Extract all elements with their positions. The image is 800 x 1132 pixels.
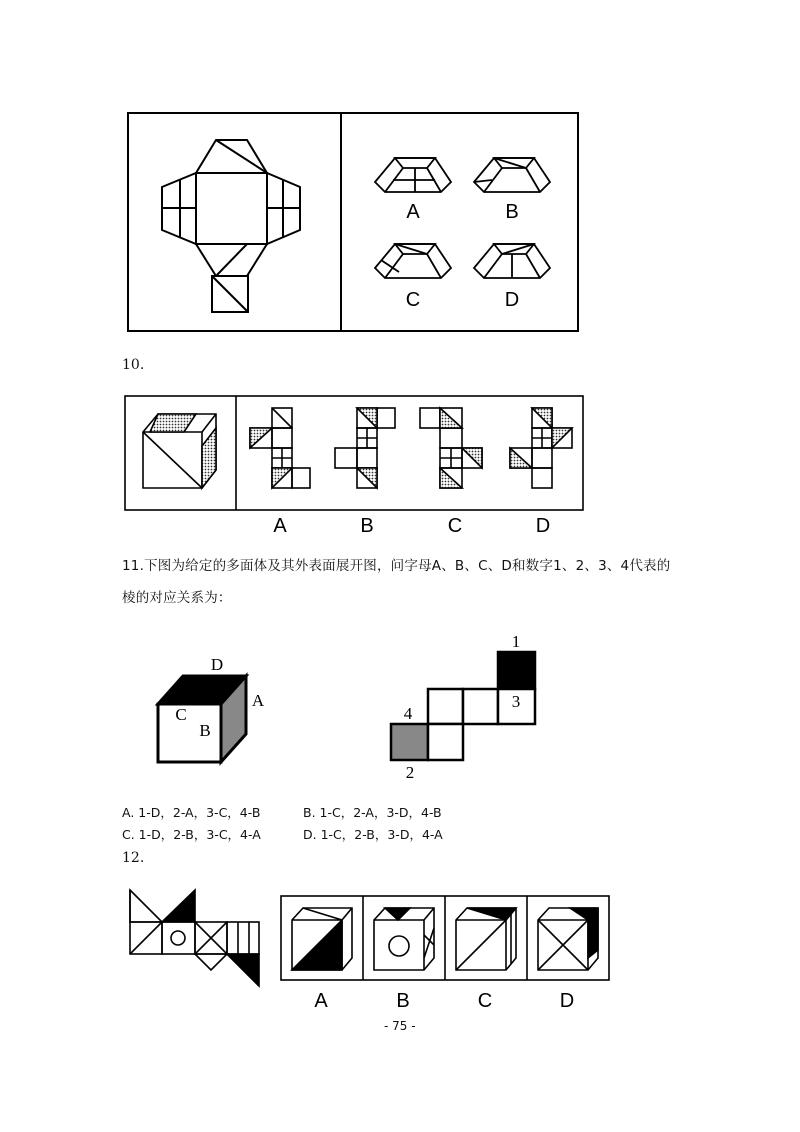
question-11-text-line1: 11.下图为给定的多面体及其外表面展开图，问字母A、B、C、D和数字1、2、3、4代表的 — [122, 558, 671, 574]
q11-cube-label-b: B — [199, 721, 211, 740]
q10-option-c: C — [447, 515, 463, 537]
figure-q11-cube — [158, 676, 246, 762]
q12-option-b: B — [396, 990, 410, 1012]
q10-option-a: A — [273, 515, 287, 537]
q11-net-label-1: 1 — [511, 632, 521, 651]
q9-option-c: C — [405, 289, 421, 311]
q9-option-a: A — [406, 201, 420, 223]
figure-q10 — [125, 396, 583, 510]
q11-choice-c: C. 1-D，2-B，3-C，4-A — [122, 827, 261, 842]
q9-options-figures — [375, 158, 550, 278]
question-11-text-line2: 棱的对应关系为： — [122, 590, 232, 606]
q11-choice-a: A. 1-D，2-A，3-C，4-B — [122, 805, 261, 820]
q12-option-a: A — [314, 990, 328, 1012]
q11-net-label-3: 3 — [511, 692, 521, 711]
q10-option-b: B — [360, 515, 374, 537]
figure-q12 — [130, 890, 609, 986]
q9-option-b: B — [505, 201, 519, 223]
question-12-number: 12. — [122, 850, 145, 866]
q11-cube-label-d: D — [210, 655, 224, 674]
q11-choice-b: B. 1-C，2-A，3-D，4-B — [303, 805, 442, 820]
q10-option-d: D — [535, 515, 551, 537]
q11-cube-label-c: C — [175, 705, 187, 724]
q12-option-c: C — [477, 990, 493, 1012]
q11-cube-label-a: A — [251, 691, 265, 710]
q11-net-label-2: 2 — [405, 763, 415, 782]
q9-option-d: D — [504, 289, 520, 311]
question-10-number: 10. — [122, 357, 145, 373]
q11-choice-d: D. 1-C，2-B，3-D，4-A — [303, 827, 443, 842]
q11-net-label-4: 4 — [403, 704, 413, 723]
page-number: - 75 - — [384, 1019, 416, 1033]
q12-option-d: D — [559, 990, 575, 1012]
